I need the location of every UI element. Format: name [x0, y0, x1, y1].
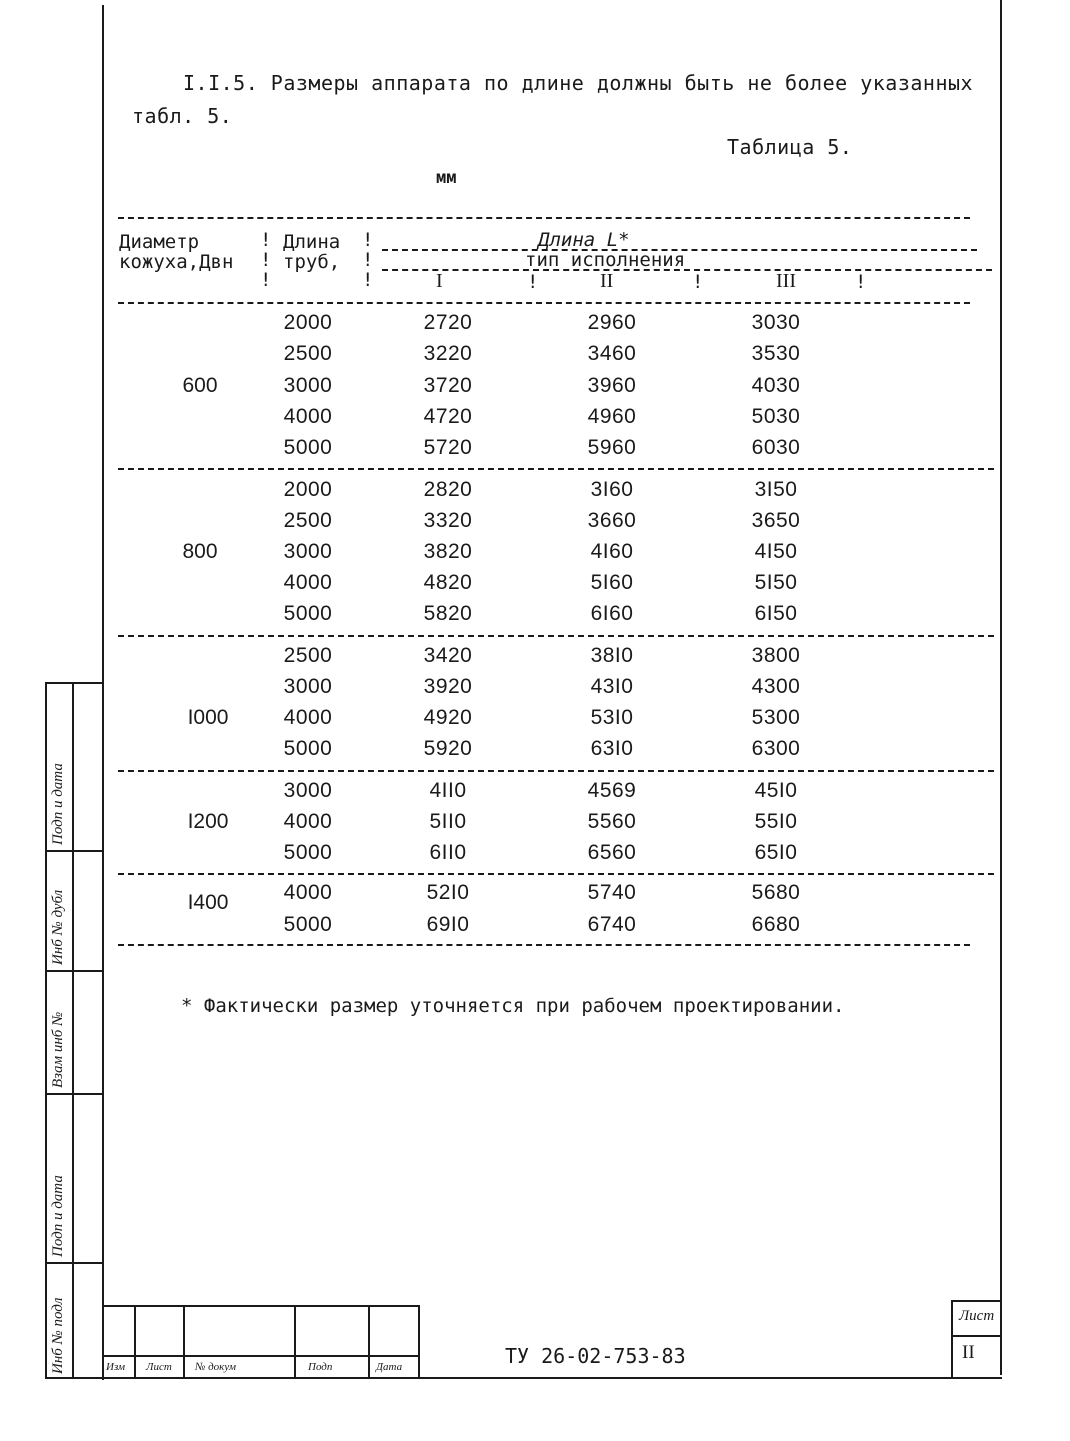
table-cell: 4000: [283, 405, 333, 428]
footnote: * Фактически размер уточняется при рабочем проектировании.: [181, 995, 845, 1017]
table-cell: 3I60: [590, 478, 634, 501]
table-cell: 65I0: [754, 841, 798, 864]
diameter-cell: 600: [182, 374, 218, 397]
group-rule: [118, 635, 994, 637]
table-cell: 5680: [751, 881, 801, 904]
strip-outer-line: [45, 682, 47, 1379]
table-cell: 5000: [283, 737, 333, 760]
sheet-number: II: [962, 1342, 975, 1363]
diameter-cell: I200: [187, 810, 229, 833]
table-cell: 3000: [283, 374, 333, 397]
table-cell: 5820: [423, 602, 473, 625]
table-cell: 5II0: [429, 810, 467, 833]
header-subtitle: тип исполнения: [525, 249, 686, 271]
table-cell: 3920: [423, 675, 473, 698]
strip-sep-1: [45, 850, 104, 852]
side-label-dup-inv: Инб № дубл: [50, 889, 66, 965]
table-cell: 6I60: [590, 602, 634, 625]
table-cell: 4I50: [754, 540, 798, 563]
table-cell: 3650: [751, 509, 801, 532]
unit-label: мм: [436, 168, 457, 188]
intro-line-1: I.I.5. Размеры аппарата по длине должны быть не более указанных: [183, 71, 974, 95]
table-cell: 6II0: [429, 841, 467, 864]
diameter-cell: 800: [182, 540, 218, 563]
stamp-col-3: [294, 1305, 296, 1379]
table-cell: 3I50: [754, 478, 798, 501]
table-cell: 3220: [423, 342, 473, 365]
stamp-cell-change: Изм: [106, 1361, 125, 1373]
header-sep-4: !: [692, 271, 704, 293]
table-cell: 6030: [751, 436, 801, 459]
header-type-3: III: [776, 270, 796, 292]
table-cell: 5I60: [590, 571, 634, 594]
table-cell: 6I50: [754, 602, 798, 625]
header-mid-rule-2: [382, 269, 992, 271]
table-cell: 52I0: [426, 881, 470, 904]
table-cell: 5720: [423, 436, 473, 459]
table-cell: 5000: [283, 602, 333, 625]
table-cell: 3000: [283, 540, 333, 563]
stamp-cell-date: Дата: [376, 1361, 403, 1373]
side-label-sign-date-1: Подп и дата: [50, 763, 66, 845]
table-cell: 5960: [587, 436, 637, 459]
table-cell: 38I0: [590, 644, 634, 667]
table-cell: 5000: [283, 436, 333, 459]
stamp-col-4: [368, 1305, 370, 1379]
table-cell: 3960: [587, 374, 637, 397]
table-cell: 4II0: [429, 779, 467, 802]
header-diameter: Диаметр кожуха,Двн: [119, 231, 234, 273]
header-sep-1: ! ! !: [260, 229, 272, 291]
table-cell: 3460: [587, 342, 637, 365]
table-cell: 3800: [751, 644, 801, 667]
header-length-title: Длина L*: [538, 229, 630, 251]
table-cell: 4000: [283, 881, 333, 904]
stamp-cell-doc: № докум: [195, 1361, 236, 1373]
table-cell: 2960: [587, 311, 637, 334]
group-rule: [118, 873, 994, 875]
table-cell: 4820: [423, 571, 473, 594]
group-rule: [118, 468, 994, 470]
table-cell: 3420: [423, 644, 473, 667]
table-cell: 3320: [423, 509, 473, 532]
table-cell: 53I0: [590, 706, 634, 729]
header-type-1: I: [436, 270, 443, 292]
strip-sep-2: [45, 970, 104, 972]
table-cell: 4569: [587, 779, 637, 802]
stamp-cell-sheet: Лист: [146, 1361, 172, 1373]
intro-line-2: табл. 5.: [132, 104, 233, 128]
table-cell: 5560: [587, 810, 637, 833]
stamp-sheet-mid: [951, 1335, 1002, 1337]
table-cell: 4I60: [590, 540, 634, 563]
diameter-cell: I400: [187, 891, 229, 914]
stamp-top-line-right: [951, 1300, 1002, 1302]
strip-sep-4: [45, 1262, 104, 1264]
stamp-col-2: [183, 1305, 185, 1379]
table-cell: 55I0: [754, 810, 798, 833]
table-cell: 4000: [283, 571, 333, 594]
table-cell: 63I0: [590, 737, 634, 760]
strip-sep-0: [45, 682, 104, 684]
table-cell: 3000: [283, 675, 333, 698]
table-cell: 3030: [751, 311, 801, 334]
stamp-col-6: [951, 1300, 953, 1379]
header-type-2: II: [600, 270, 614, 292]
diameter-cell: I000: [187, 706, 229, 729]
table-cell: 3530: [751, 342, 801, 365]
table-cell: 6560: [587, 841, 637, 864]
table-cell: 3720: [423, 374, 473, 397]
table-cell: 4000: [283, 706, 333, 729]
stamp-col-5: [418, 1305, 420, 1379]
table-cell: 6300: [751, 737, 801, 760]
header-sep-5: !: [855, 271, 867, 293]
table-title: Таблица 5.: [727, 135, 853, 159]
table-cell: 5920: [423, 737, 473, 760]
table-cell: 2000: [283, 478, 333, 501]
header-bottom-rule: [118, 302, 970, 304]
bottom-border-line: [45, 1377, 1002, 1379]
table-cell: 2500: [283, 342, 333, 365]
table-cell: 3820: [423, 540, 473, 563]
table-cell: 6740: [587, 913, 637, 936]
table-cell: 2820: [423, 478, 473, 501]
table-cell: 2720: [423, 311, 473, 334]
table-cell: 43I0: [590, 675, 634, 698]
stamp-mid-line: [102, 1355, 420, 1357]
header-sep-3: !: [527, 271, 539, 293]
table-cell: 45I0: [754, 779, 798, 802]
table-cell: 4030: [751, 374, 801, 397]
strip-inner-line: [72, 682, 74, 1379]
table-top-rule: [118, 217, 970, 219]
table-cell: 3660: [587, 509, 637, 532]
stamp-col-1: [134, 1305, 136, 1379]
stamp-top-line: [102, 1305, 420, 1307]
stamp-cell-sign: Подп: [308, 1361, 333, 1373]
table-cell: 6680: [751, 913, 801, 936]
doc-code: ТУ 26-02-753-83: [505, 1344, 686, 1368]
table-cell: 2000: [283, 311, 333, 334]
side-label-sign-date-2: Подп и дата: [50, 1175, 66, 1257]
table-cell: 69I0: [426, 913, 470, 936]
header-sep-2: ! ! !: [362, 229, 374, 291]
strip-sep-3: [45, 1093, 104, 1095]
table-cell: 3000: [283, 779, 333, 802]
sheet-label: Лист: [959, 1308, 995, 1324]
table-cell: 4000: [283, 810, 333, 833]
table-cell: 4720: [423, 405, 473, 428]
table-cell: 4920: [423, 706, 473, 729]
side-label-orig-inv: Инб № подл: [50, 1297, 66, 1374]
table-cell: 4960: [587, 405, 637, 428]
table-cell: 5000: [283, 913, 333, 936]
table-cell: 2500: [283, 644, 333, 667]
table-cell: 4300: [751, 675, 801, 698]
table-cell: 5I50: [754, 571, 798, 594]
right-border-line: [1000, 0, 1002, 1375]
group-rule: [118, 770, 994, 772]
header-pipe-length: Длина труб,: [283, 231, 341, 273]
table-cell: 5000: [283, 841, 333, 864]
left-border-line: [102, 5, 104, 1380]
table-cell: 2500: [283, 509, 333, 532]
side-label-replace-inv: Взам инб №: [50, 1011, 66, 1088]
table-cell: 5030: [751, 405, 801, 428]
table-cell: 5740: [587, 881, 637, 904]
table-cell: 5300: [751, 706, 801, 729]
table-bottom-rule: [118, 944, 970, 946]
